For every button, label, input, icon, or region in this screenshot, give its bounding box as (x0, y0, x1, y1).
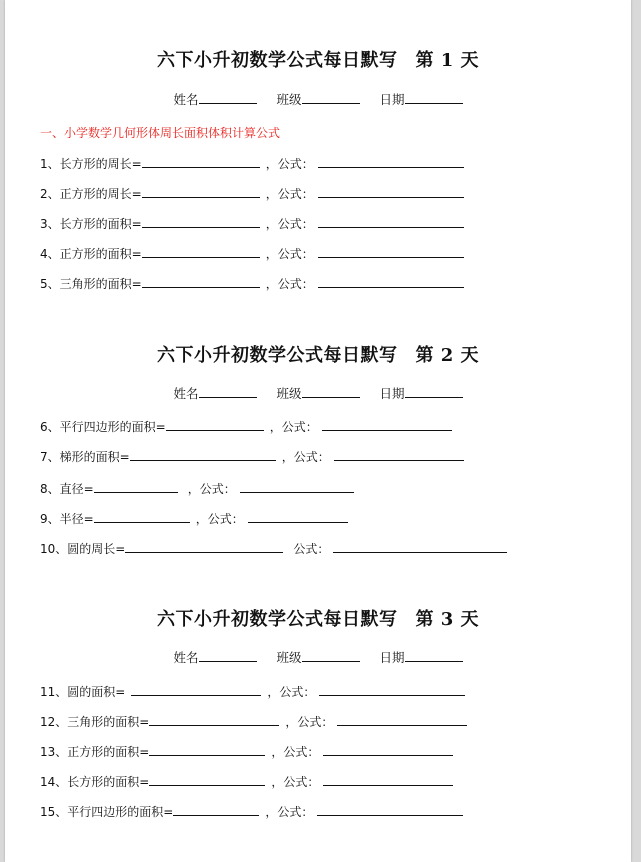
formula-blank[interactable] (334, 448, 464, 461)
date-label: 日期 (379, 386, 405, 401)
formula-blank[interactable] (322, 418, 452, 431)
formula-row (40, 510, 348, 527)
day3-title-main: 六下小升初数学公式每日默写 (156, 609, 398, 630)
answer-blank[interactable] (142, 155, 260, 168)
formula-row (40, 480, 354, 497)
answer-blank[interactable] (142, 245, 260, 258)
row-label: 6、平行四边形的面积= (40, 420, 166, 434)
row-label: 4、正方形的面积= (40, 247, 142, 261)
formula-row (40, 743, 453, 760)
class-label: 班级 (276, 650, 302, 665)
formula-label: ，公式： (267, 685, 316, 699)
row-label: 15、平行四边形的面积= (40, 805, 174, 819)
answer-blank[interactable] (149, 743, 265, 756)
formula-row (40, 215, 464, 232)
answer-blank[interactable] (149, 713, 279, 726)
date-label: 日期 (379, 92, 405, 107)
formula-label: ，公式： (281, 450, 330, 464)
answer-blank[interactable] (173, 803, 259, 816)
row-label: 3、长方形的面积= (40, 217, 142, 231)
class-label: 班级 (276, 386, 302, 401)
formula-row (40, 275, 464, 292)
row-label: 8、直径= (40, 482, 94, 496)
row-label: 9、半径= (40, 512, 94, 526)
day3-title (5, 605, 631, 631)
row-label: 1、长方形的周长= (40, 157, 142, 171)
answer-blank[interactable] (130, 448, 276, 461)
answer-blank[interactable] (142, 275, 260, 288)
row-label: 2、正方形的周长= (40, 187, 142, 201)
formula-blank[interactable] (248, 510, 348, 523)
date-blank[interactable] (405, 90, 463, 104)
formula-label: ，公式： (271, 745, 320, 759)
formula-blank[interactable] (317, 803, 463, 816)
row-label: 13、正方形的面积= (40, 745, 150, 759)
day3-meta (5, 648, 631, 666)
class-label: 班级 (276, 92, 302, 107)
name-label: 姓名 (173, 386, 199, 401)
formula-blank[interactable] (318, 155, 464, 168)
formula-label: ，公式： (265, 157, 314, 171)
day2-title (5, 341, 631, 367)
formula-label: ，公式： (265, 247, 314, 261)
day1-meta (5, 90, 631, 108)
formula-row (40, 448, 464, 465)
formula-blank[interactable] (318, 245, 464, 258)
answer-blank[interactable] (149, 773, 265, 786)
formula-row (40, 540, 507, 557)
name-blank[interactable] (199, 90, 257, 104)
day3-title-day: 第 3 天 (415, 609, 480, 630)
formula-label: ，公式： (187, 482, 236, 496)
formula-label: ，公式： (265, 187, 314, 201)
date-blank[interactable] (405, 384, 463, 398)
formula-blank[interactable] (318, 185, 464, 198)
name-blank[interactable] (199, 648, 257, 662)
formula-blank[interactable] (240, 480, 354, 493)
formula-label: ，公式： (265, 805, 314, 819)
row-label: 7、梯形的面积= (40, 450, 130, 464)
formula-label: 公式： (293, 542, 330, 556)
formula-label: ，公式： (269, 420, 318, 434)
formula-blank[interactable] (318, 215, 464, 228)
section-heading: 一、小学数学几何形体周长面积体积计算公式 (40, 126, 281, 140)
answer-blank[interactable] (125, 540, 283, 553)
answer-blank[interactable] (142, 185, 260, 198)
answer-blank[interactable] (166, 418, 264, 431)
name-label: 姓名 (173, 650, 199, 665)
formula-blank[interactable] (333, 540, 507, 553)
row-label: 5、三角形的面积= (40, 277, 142, 291)
day1-title (5, 46, 631, 72)
day1-title-day: 第 1 天 (415, 50, 480, 71)
row-label: 10、圆的周长= (40, 542, 126, 556)
date-blank[interactable] (405, 648, 463, 662)
formula-blank[interactable] (323, 773, 453, 786)
day2-title-main: 六下小升初数学公式每日默写 (156, 345, 398, 366)
formula-label: ，公式： (285, 715, 334, 729)
day2-title-day: 第 2 天 (415, 345, 480, 366)
formula-row (40, 245, 464, 262)
class-blank[interactable] (302, 648, 360, 662)
worksheet-page (5, 0, 631, 862)
answer-blank[interactable] (131, 683, 261, 696)
day2-meta (5, 384, 631, 402)
day1-title-main: 六下小升初数学公式每日默写 (156, 50, 398, 71)
formula-row (40, 155, 464, 172)
formula-row (40, 773, 453, 790)
formula-label: ，公式： (265, 217, 314, 231)
date-label: 日期 (379, 650, 405, 665)
row-label: 14、长方形的面积= (40, 775, 150, 789)
answer-blank[interactable] (94, 480, 178, 493)
answer-blank[interactable] (94, 510, 190, 523)
formula-blank[interactable] (319, 683, 465, 696)
answer-blank[interactable] (142, 215, 260, 228)
formula-row (40, 683, 465, 700)
class-blank[interactable] (302, 90, 360, 104)
name-label: 姓名 (173, 92, 199, 107)
row-label: 12、三角形的面积= (40, 715, 150, 729)
formula-blank[interactable] (318, 275, 464, 288)
class-blank[interactable] (302, 384, 360, 398)
name-blank[interactable] (199, 384, 257, 398)
formula-row (40, 185, 464, 202)
formula-row (40, 713, 467, 730)
row-label: 11、圆的面积= (40, 685, 126, 699)
formula-label: ，公式： (271, 775, 320, 789)
formula-label: ，公式： (265, 277, 314, 291)
formula-label: ，公式： (195, 512, 244, 526)
formula-blank[interactable] (323, 743, 453, 756)
formula-row (40, 803, 463, 820)
formula-blank[interactable] (337, 713, 467, 726)
formula-row (40, 418, 452, 435)
